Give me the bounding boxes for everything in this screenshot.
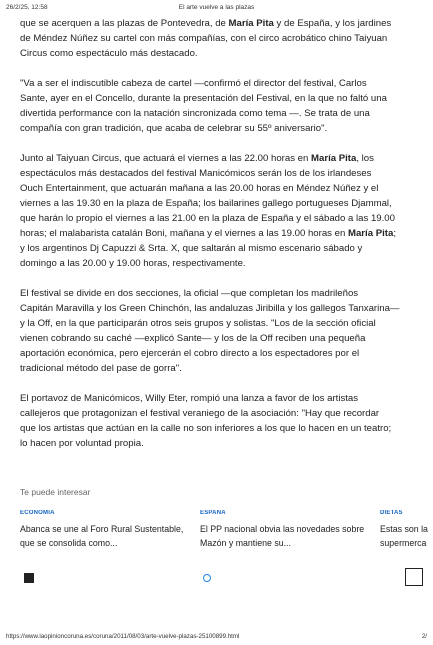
- headline-line[interactable]: supermerca: [380, 538, 427, 548]
- related-card-dietas[interactable]: [380, 510, 433, 550]
- headline-line[interactable]: Estas son la: [380, 524, 428, 534]
- article-paragraph: [20, 76, 426, 136]
- card-headline[interactable]: [380, 522, 433, 550]
- print-footer: [6, 633, 427, 643]
- article-body: [20, 16, 426, 466]
- text-line: lo hacen por voluntad propia.: [20, 438, 144, 449]
- print-datetime: 26/2/25, 12:58: [6, 4, 48, 11]
- text-line: vienen cobrando su caché —explicó Sante— y los de la Off reciben una pequeña: [20, 333, 366, 344]
- text-line: divertida performance con la natación sincronizada como tema —. Se trata de una: [20, 108, 370, 119]
- text-line: aportación económica, pero ejercerán el cobro directo a los espectadores por el: [20, 348, 360, 359]
- text-line: tradicional método del pase de gorra".: [20, 363, 182, 374]
- place-name-bold: María Pita: [311, 153, 357, 164]
- text-line: Capitán Maravilla y los Green Chinchón, las andaluzas Jiribilla y los gallegos Tanxarina—: [20, 303, 400, 314]
- print-page-title: El arte vuelve a las plazas: [178, 4, 255, 11]
- card-section-label[interactable]: ECONOMÍA: [20, 510, 55, 516]
- circle-icon[interactable]: [203, 574, 211, 582]
- article-paragraph: [20, 16, 426, 61]
- text-line: de Méndez Núñez su cartel con más compañías, con el circo acrobático chino Taiyuan: [20, 33, 388, 44]
- related-heading: Te puede interesar: [20, 487, 91, 497]
- text-line: callejeros que protagonizan el festival veraniego de la asociación: "Hay que recordar: [20, 408, 380, 419]
- print-header: [6, 4, 427, 16]
- headline-line[interactable]: Abanca se une al Foro Rural Sustentable,: [20, 524, 184, 534]
- article-paragraph: [20, 286, 426, 376]
- text-line: espectáculos más destacados del festival Manicómicos serán los de los irlandeses: [20, 168, 372, 179]
- headline-line[interactable]: El PP nacional obvia las novedades sobre: [200, 524, 365, 534]
- text-line: El portavoz de Manicómicos, Willy Eter, rompió una lanza a favor de los artistas: [20, 393, 359, 404]
- page-url: https://www.laopinioncoruna.es/coruna/2011/08/03/arte-vuelve-plazas-25100899.html: [6, 633, 240, 640]
- place-name-bold: María Pita: [228, 18, 274, 29]
- text-line: domingo a las 20.00 y 19.00 horas, respectivamente.: [20, 258, 246, 269]
- square-icon[interactable]: [24, 573, 34, 583]
- related-card-espana[interactable]: [200, 510, 370, 550]
- text-line: Circus como espectáculo más destacado.: [20, 48, 198, 59]
- article-paragraph: [20, 391, 426, 451]
- outline-square-icon[interactable]: [405, 568, 423, 586]
- headline-line[interactable]: Mazón y mantiene su...: [200, 538, 291, 548]
- text-line: "Va a ser el indiscutible cabeza de cartel —confirmó el director del festival, Carlos: [20, 78, 367, 89]
- text-line: que se acerquen a las plazas de Pontevedra, de María Pita y de España, y los jardines: [20, 18, 392, 29]
- related-card-economia[interactable]: [20, 510, 190, 550]
- article-paragraph: [20, 151, 426, 271]
- page-number: 2/: [421, 633, 427, 640]
- card-section-label[interactable]: ESPAÑA: [200, 510, 226, 516]
- place-name-bold: María Pita: [347, 228, 394, 239]
- text-line: viernes a las 19.30 en la plaza de España; los bailarines gallego portugueses Djammal,: [20, 198, 392, 209]
- card-headline[interactable]: [20, 522, 190, 550]
- text-line: horas; el malabarista catalán Boni, mañana y el viernes a las 19.00 horas en María Pita;: [20, 228, 396, 239]
- related-articles: [20, 487, 433, 548]
- text-line: y la Off, en la que participarán otros seis grupos y solistas. "Los de la sección oficial: [20, 318, 376, 329]
- text-line: Sante, ayer en el Concello, durante la presentación del Festival, en la que no faltó una: [20, 93, 387, 104]
- carousel-controls: [0, 568, 433, 590]
- headline-line[interactable]: que se consolida como...: [20, 538, 118, 548]
- text-line: y los argentinos Dj Capuzzi & Srta. X, que saltarán al mismo escenario sábado y: [20, 243, 363, 254]
- card-section-label[interactable]: DIETAS: [380, 510, 403, 516]
- text-line: que harán lo propio el viernes a las 21.00 en la plaza de España y el sábado a las 19.00: [20, 213, 395, 224]
- card-headline[interactable]: [200, 522, 370, 550]
- text-line: Ouch Entertainment, que actuarán mañana a las 20.00 horas en Méndez Núñez y el: [20, 183, 379, 194]
- text-line: compañía con gran tradición, que acaba de celebrar su 55º aniversario".: [20, 123, 328, 134]
- text-line: El festival se divide en dos secciones, la oficial —que completan los madrileños: [20, 288, 359, 299]
- related-cards: [20, 510, 433, 570]
- text-line: que los artistas que actúan en la calle no son inferiores a los que lo hacen en un teatro;: [20, 423, 392, 434]
- text-line: Junto al Taiyuan Circus, que actuará el viernes a las 22.00 horas en María Pita, los: [20, 153, 374, 164]
